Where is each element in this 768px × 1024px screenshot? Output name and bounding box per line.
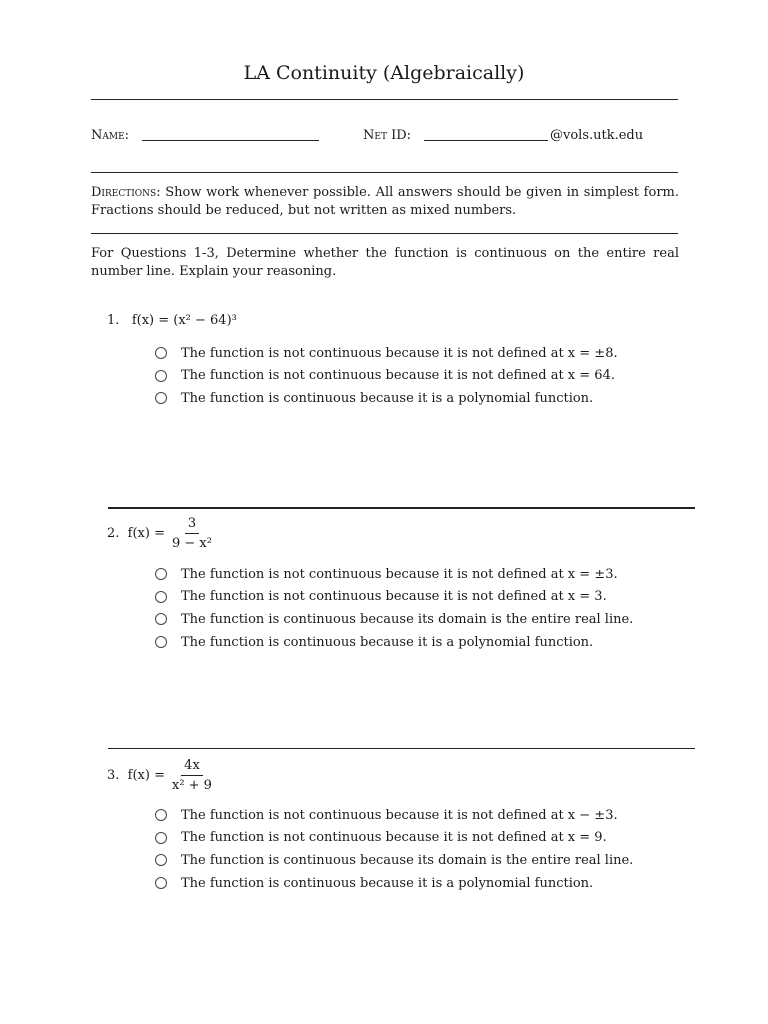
radio-button[interactable] (155, 568, 167, 580)
option-label: The function is continuous because it is a polynomial function. (181, 875, 594, 891)
option-label: The function is not continuous because it is not defined at x = ±8. (181, 345, 618, 361)
question-3-options (155, 804, 633, 894)
divider (108, 507, 695, 509)
option[interactable] (155, 849, 633, 872)
option[interactable] (155, 827, 633, 850)
option[interactable] (155, 872, 633, 895)
option-label: The function is not continuous because it is not defined at x = ±3. (181, 566, 618, 582)
option-label: The function is not continuous because it is not defined at x = 3. (181, 589, 607, 605)
divider (91, 172, 678, 173)
option[interactable] (155, 365, 618, 388)
radio-button[interactable] (155, 636, 167, 648)
option[interactable] (155, 342, 618, 365)
radio-button[interactable] (155, 832, 167, 844)
question-lhs: f(x) = (127, 768, 165, 783)
question-number: 2. (107, 526, 120, 541)
denominator: x² + 9 (171, 778, 212, 793)
directions-text: Show work whenever possible. All answers should be given in simplest form. Fractions should be reduced, but not written as mixed numbers. (91, 185, 679, 218)
denominator: 9 − x² (171, 536, 212, 551)
question-2 (107, 516, 215, 551)
option-label: The function is not continuous because it is not defined at x − ±3. (181, 807, 618, 823)
fraction (169, 758, 215, 793)
radio-button[interactable] (155, 877, 167, 889)
question-function: f(x) = (x² − 64)³ (131, 313, 237, 328)
name-label: Name: (91, 128, 130, 143)
radio-button[interactable] (155, 613, 167, 625)
option[interactable] (155, 387, 618, 410)
numerator: 3 (185, 516, 199, 534)
divider (91, 99, 678, 100)
name-field[interactable] (142, 140, 319, 141)
directions (91, 184, 679, 220)
question-1-options (155, 342, 618, 410)
fraction (169, 516, 215, 551)
radio-button[interactable] (155, 392, 167, 404)
netid-field[interactable] (424, 140, 548, 141)
option[interactable] (155, 608, 633, 631)
question-lhs: f(x) = (127, 526, 165, 541)
option-label: The function is not continuous because it is not defined at x = 9. (181, 830, 607, 846)
option-label: The function is not continuous because it is not defined at x = 64. (181, 368, 615, 384)
option-label: The function is continuous because its domain is the entire real line. (181, 852, 634, 868)
question-number: 1. (107, 313, 120, 328)
option[interactable] (155, 586, 633, 609)
instructions: For Questions 1-3, Determine whether the function is continuous on the entire real number line. Explain your reasoning. (91, 246, 679, 279)
radio-button[interactable] (155, 591, 167, 603)
radio-button[interactable] (155, 370, 167, 382)
numerator: 4x (181, 758, 203, 776)
radio-button[interactable] (155, 854, 167, 866)
email-suffix: @vols.utk.edu (550, 128, 644, 143)
option[interactable] (155, 631, 633, 654)
question-number: 3. (107, 768, 120, 783)
question-2-options (155, 563, 633, 653)
divider (108, 748, 695, 749)
option-label: The function is continuous because its domain is the entire real line. (181, 611, 634, 627)
question-3 (107, 758, 215, 793)
option[interactable] (155, 804, 633, 827)
option-label: The function is continuous because it is a polynomial function. (181, 634, 594, 650)
divider (91, 233, 678, 234)
netid-label: Net ID: (363, 128, 412, 143)
radio-button[interactable] (155, 809, 167, 821)
directions-label: Directions: (91, 185, 161, 200)
page-title: LA Continuity (Algebraically) (243, 62, 525, 84)
question-1 (107, 313, 237, 328)
radio-button[interactable] (155, 347, 167, 359)
option-label: The function is continuous because it is a polynomial function. (181, 390, 594, 406)
option[interactable] (155, 563, 633, 586)
